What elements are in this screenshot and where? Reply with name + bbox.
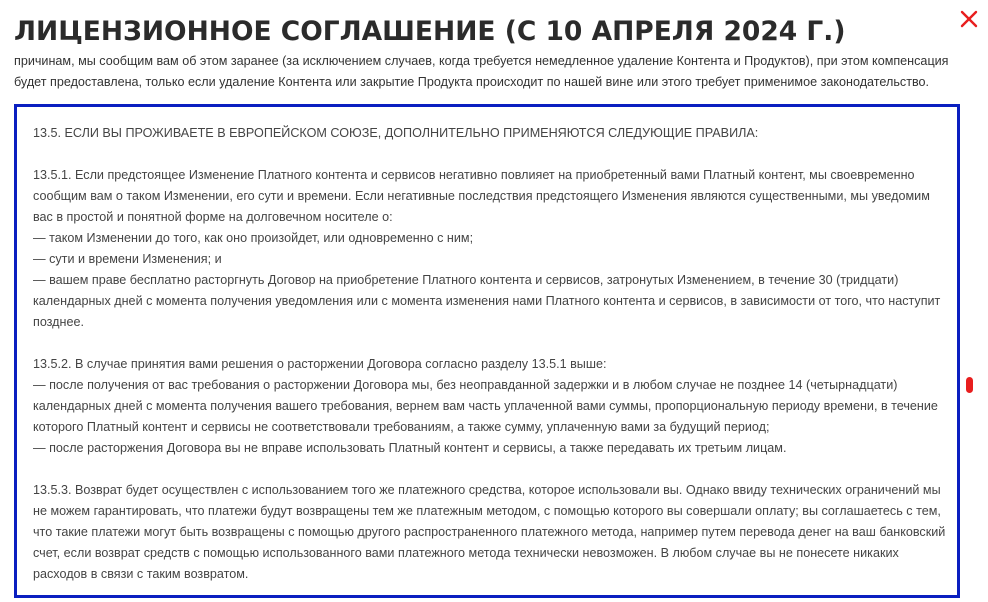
list-item: — сути и времени Изменения; и: [33, 252, 222, 266]
terms-content: [33, 123, 947, 598]
terms-box[interactable]: [14, 104, 960, 598]
list-item: — вашем праве бесплатно расторгнуть Договор на приобретение Платного контента и сервисов, затронутых Изменением, в течение 30 (тридцати) календарных дней с момента получения уведомления или с момента изменения нами Платного контента и сервисов, в зависимости от того, что наступит позднее.: [33, 273, 941, 329]
scrollbar-thumb[interactable]: [966, 377, 973, 393]
section-13-5-1-intro: 13.5.1. Если предстоящее Изменение Платного контента и сервисов негативно повлияет на приобретенный вами Платный контент, мы своевременно сообщим вам о таком Изменении, его сути и времени. Если негативные последствия предстоящего Изменения являются существенными, мы уведомим вас в простой и понятной форме на долговечном носителе о:: [33, 168, 930, 224]
section-heading: 13.5. ЕСЛИ ВЫ ПРОЖИВАЕТЕ В ЕВРОПЕЙСКОМ СОЮЗЕ, ДОПОЛНИТЕЛЬНО ПРИМЕНЯЮТСЯ СЛЕДУЮЩИЕ ПРАВИЛА:: [33, 126, 759, 140]
section-13-5-2: [33, 354, 947, 459]
list-item: — после получения от вас требования о расторжении Договора мы, без неоправданной задержки и в любом случае не позднее 14 (четырнадцати) календарных дней с момента получения вашего требования, вернем вам часть уплаченной вами суммы, пропорциональную периоду времени, в течение которого Платный контент и сервисы не соответствовали требованиям, а также сумму, уплаченную вами за будущий период;: [33, 378, 938, 434]
list-item: — после расторжения Договора вы не вправе использовать Платный контент и сервисы, а также передавать их третьим лицам.: [33, 441, 787, 455]
list-item: — таком Изменении до того, как оно произойдет, или одновременно с ним;: [33, 231, 474, 245]
section-13-5-2-intro: 13.5.2. В случае принятия вами решения о расторжении Договора согласно разделу 13.5.1 выше:: [33, 357, 607, 371]
intro-paragraph: причинам, мы сообщим вам об этом заранее (за исключением случаев, когда требуется немедленное удаление Контента и Продуктов), при этом компенсация будет предоставлена, только если удаление Контента или закрытие Продукта происходит по нашей вине или этого требует применимое законодательство.: [14, 54, 949, 89]
close-icon[interactable]: [958, 8, 980, 30]
section-13-5-1: [33, 165, 947, 333]
page-title: ЛИЦЕНЗИОННОЕ СОГЛАШЕНИЕ (С 10 АПРЕЛЯ 2024 Г.): [14, 16, 846, 47]
close-button[interactable]: [958, 8, 980, 30]
section-13-5-3: 13.5.3. Возврат будет осуществлен с использованием того же платежного средства, которое использовали вы. Однако ввиду технических ограничений мы не можем гарантировать, что платежи будут возвращены тем же платежным методом, с помощью которого вы совершали оплату; вы соглашаетесь с тем, что такие платежи могут быть возвращены с помощью другого распространенного платежного метода, например путем перевода денег на ваш банковский счет, если возврат средств с помощью использованного вами платежного метода технически невозможен. В любом случае вы не понесете никаких расходов в связи с таким возвратом.: [33, 483, 946, 581]
